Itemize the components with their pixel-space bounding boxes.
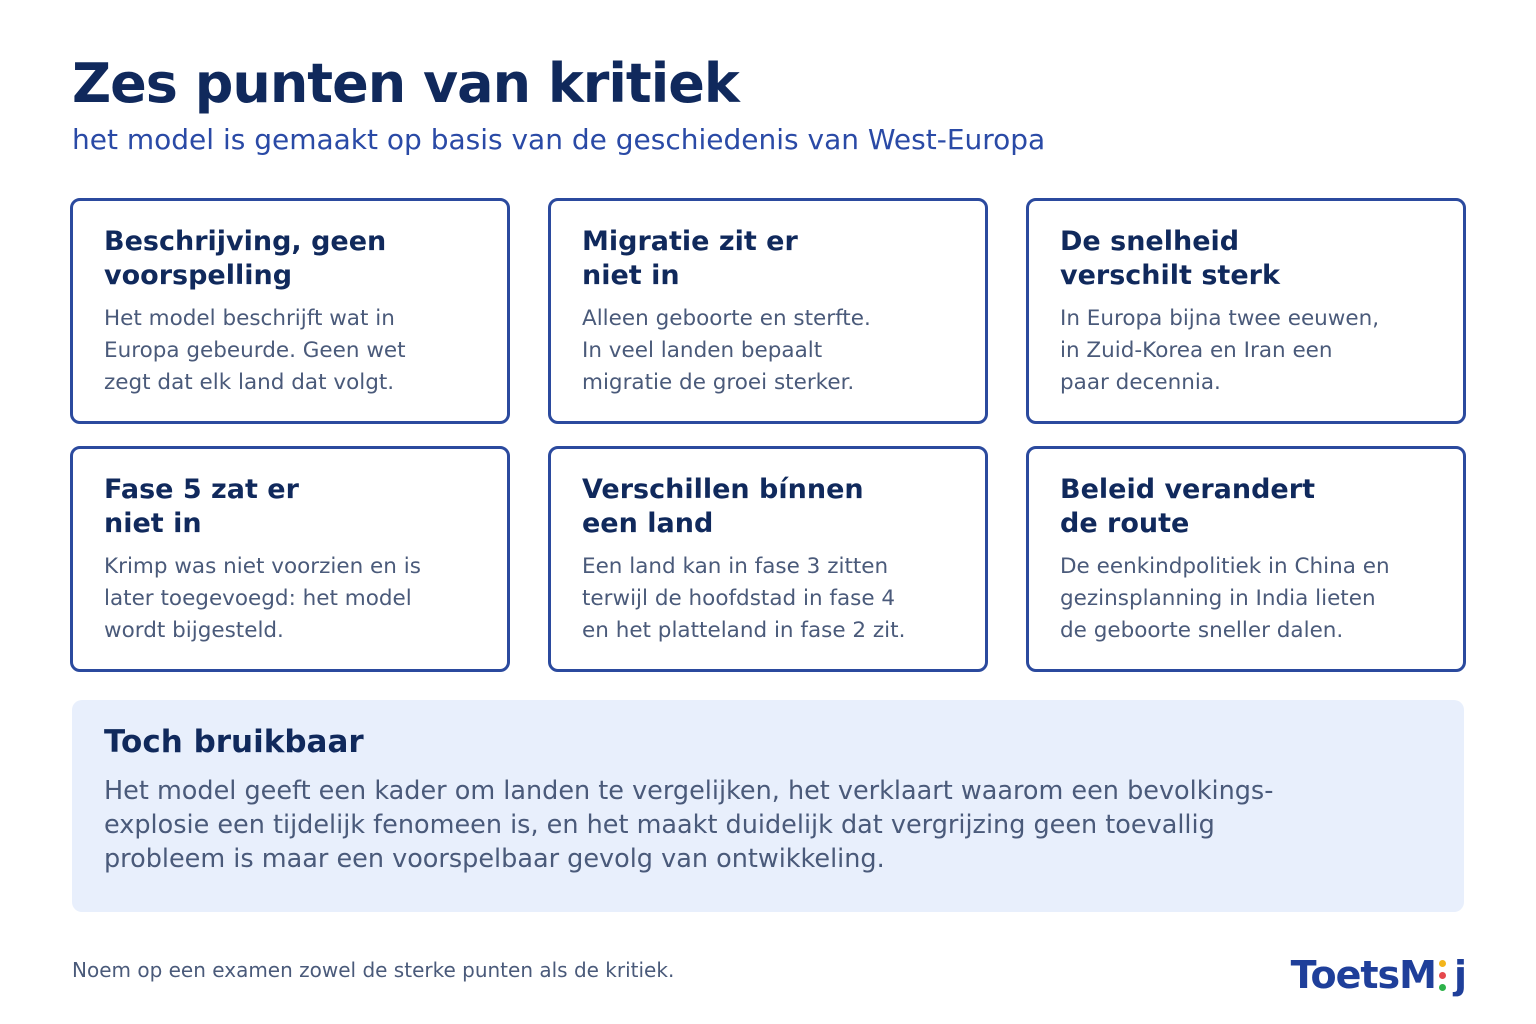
critique-card [70,198,510,424]
card-title: Migratie zit er niet in [582,226,798,291]
card-title: Fase 5 zat er niet in [104,474,299,539]
footnote: Noem op een examen zowel de sterke punten als de kritiek. [72,958,675,982]
critique-grid [70,198,1466,672]
card-text: Het model beschrijft wat in Europa gebeurde. Geen wet zegt dat elk land dat volgt. [104,306,406,395]
card-text: De eenkindpolitiek in China en gezinsplanning in India lieten de geboorte sneller dalen. [1060,554,1390,643]
card-text: Alleen geboorte en sterfte. In veel landen bepaalt migratie de groei sterker. [582,306,871,395]
critique-card [1026,446,1466,672]
critique-card [70,446,510,672]
logo-text-end: j [1453,953,1466,997]
card-text: In Europa bijna twee eeuwen, in Zuid-Korea en Iran een paar decennia. [1060,306,1380,395]
summary-text: Het model geeft een kader om landen te vergelijken, het verklaart waarom een bevolkings- explosie een tijdelijk fenomeen is, en het maakt duidelijk dat vergrijzing geen toevallig probleem is maar een voorspelbaar gevolg van ontwikkeling. [104,776,1274,874]
card-text: Een land kan in fase 3 zitten terwijl de hoofdstad in fase 4 en het platteland in fase 2 zit. [582,554,906,643]
page-subtitle: het model is gemaakt op basis van de geschiedenis van West-Europa [72,123,1046,156]
card-title: Beschrijving, geen voorspelling [104,226,387,291]
card-title: De snelheid verschilt sterk [1060,226,1280,291]
critique-card [548,446,988,672]
card-title: Beleid verandert de route [1060,474,1315,539]
summary-title: Toch bruikbaar [104,724,364,760]
card-title: Verschillen bínnen een land [582,474,864,539]
critique-card [548,198,988,424]
page-title: Zes punten van kritiek [72,52,739,115]
logo-dots-icon [1436,952,1454,998]
logo-text-main: ToetsM [1290,953,1436,997]
toetsmij-logo [1291,952,1466,998]
critique-card [1026,198,1466,424]
card-text: Krimp was niet voorzien en is later toegevoegd: het model wordt bijgesteld. [104,554,421,643]
summary-box [72,700,1464,912]
logo-dot-red [1439,972,1446,979]
logo-dot-yellow [1439,960,1446,967]
logo-dot-green [1439,984,1446,991]
